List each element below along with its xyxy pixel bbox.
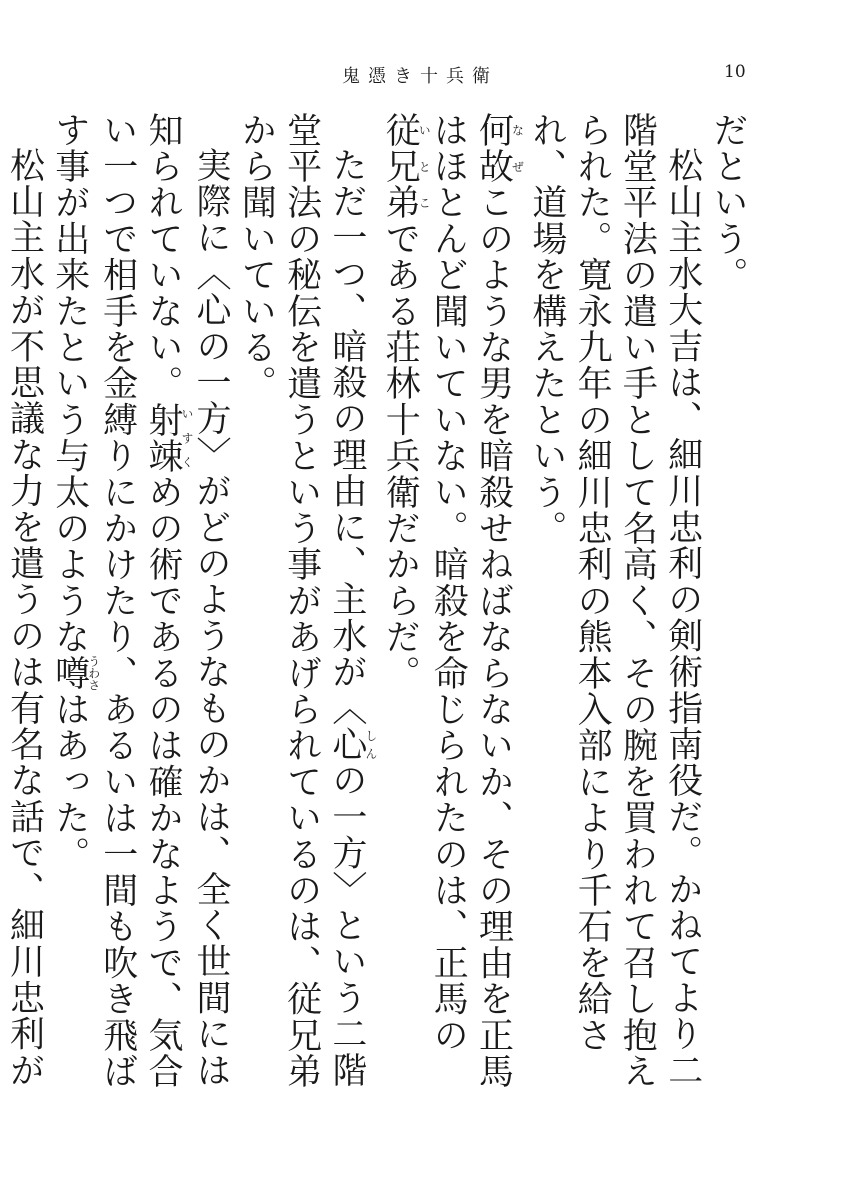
text-run: である荘林十兵衛だからだ。 [380, 220, 421, 692]
paragraph [524, 112, 705, 1122]
text-run: の一方〉という二階堂平法の秘伝を遣うという事があげられているのは、従兄弟から聞いている。 [236, 112, 367, 1090]
ruby-base: 噂 [49, 655, 90, 692]
body-text [4, 112, 750, 1122]
paragraph [0, 112, 46, 1122]
ruby-word [143, 401, 195, 475]
ruby-word [326, 726, 378, 763]
paragraph [233, 112, 377, 1122]
text-run: このような男を暗殺せねばならないか、その理由を正馬はほとんど聞いていない。暗殺を命じられたのは、正馬の [428, 112, 514, 1090]
ruby-base: 何故 [473, 112, 514, 185]
paragraph [377, 112, 524, 1122]
ruby-word [49, 655, 101, 692]
ruby-word [380, 112, 432, 221]
text-run: はあった。 [49, 691, 90, 873]
ruby-reading: いとこ [417, 112, 432, 221]
text-run: 実際に〈心の一方〉がどのようなものかは、全く世間には知られていない。 [143, 112, 232, 1089]
paragraph [705, 112, 750, 1122]
page-number: 10 [724, 62, 746, 82]
ruby-base: 心 [326, 726, 367, 763]
ruby-reading: なぜ [510, 112, 525, 185]
ruby-reading: しん [363, 726, 378, 763]
text-run: めの術であるのは確かなようで、気合い一つで相手を金縛りにかけたり、あるいは一間も吹き飛ばす事が出来たという与太のような [49, 112, 184, 1090]
ruby-base: 従兄弟 [380, 112, 421, 221]
text-run: 松山主水が不思議な力を遣うのは有名な話で、細川忠利が [4, 147, 45, 1089]
paragraph [46, 112, 233, 1122]
ruby-word [473, 112, 525, 185]
text-run: 松山主水大吉は、細川忠利の剣術指南役だ。かねてより二階堂平法の遣い手として名高く、その腕を買われて召し抱えられた。寛永九年の細川忠利の熊本入部により千石を給され、道場を構えたという。 [526, 112, 703, 1090]
running-header-title: 鬼憑き十兵衛 [342, 66, 498, 87]
ruby-reading: いすく [180, 401, 195, 475]
text-run: ただ一つ、暗殺の理由に、主水が〈 [326, 147, 367, 727]
text-run: だという。 [708, 112, 748, 293]
ruby-reading: うわさ [86, 655, 101, 692]
ruby-base: 射竦 [143, 401, 184, 475]
